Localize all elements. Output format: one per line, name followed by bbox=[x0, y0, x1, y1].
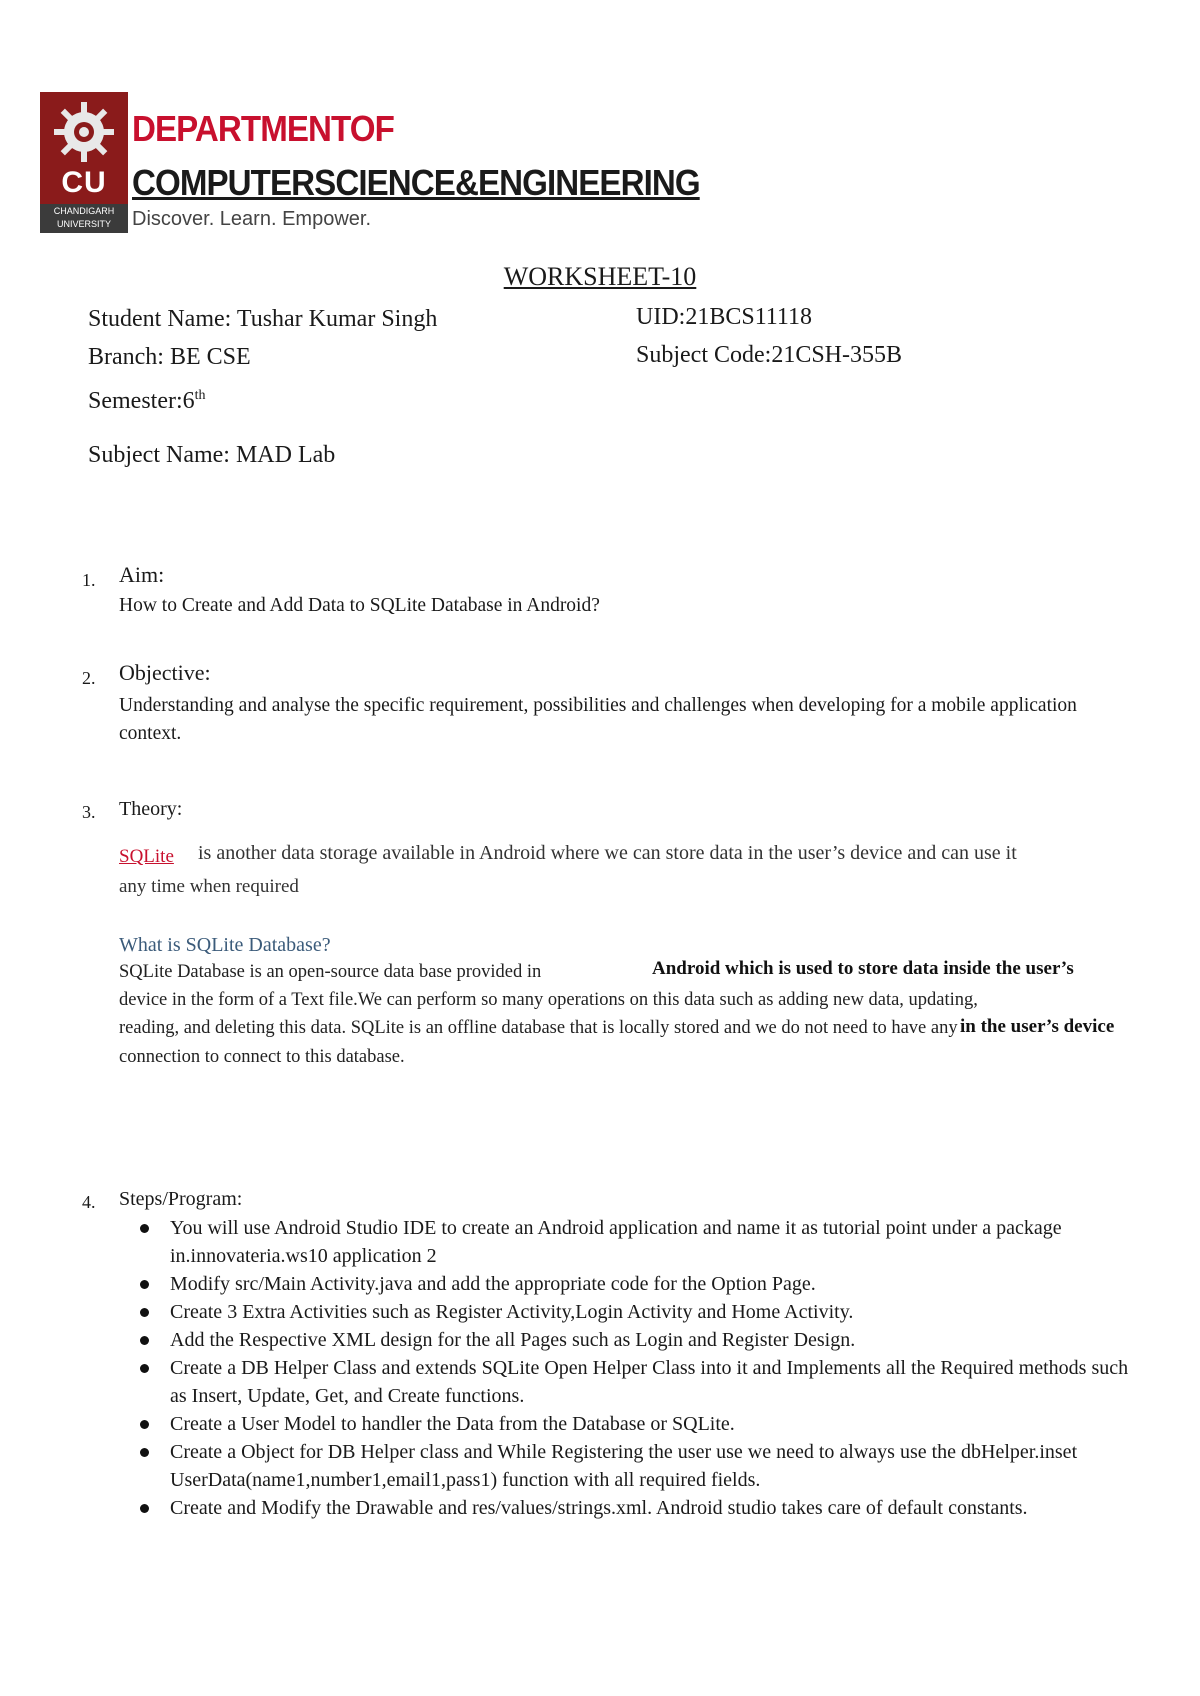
list-item bbox=[140, 1214, 1140, 1270]
aim-text: How to Create and Add Data to SQLite Database in Android? bbox=[119, 595, 600, 616]
logo-cu-text: CU bbox=[61, 166, 107, 199]
logo-university-text: CHANDIGARH UNIVERSITY bbox=[40, 204, 128, 233]
step-text: Create 3 Extra Activities such as Register Activity,Login Activity and Home Activity. bbox=[170, 1301, 854, 1323]
list-item bbox=[140, 1438, 1140, 1494]
bullet-icon bbox=[140, 1448, 149, 1457]
department-title-line1: DEPARTMENTOF bbox=[132, 108, 394, 149]
worksheet-title-text: WORKSHEET-10 bbox=[503, 262, 697, 291]
section-number-objective: 2. bbox=[82, 668, 96, 688]
sqlite-link[interactable]: SQLite bbox=[119, 846, 174, 867]
department-title-line2: COMPUTERSCIENCE&ENGINEERING bbox=[132, 162, 700, 203]
worksheet-title bbox=[0, 262, 1200, 292]
section-number-steps: 4. bbox=[82, 1192, 96, 1212]
step-text: Modify src/Main Activity.java and add the appropriate code for the Option Page. bbox=[170, 1273, 816, 1295]
student-name: Student Name: Tushar Kumar Singh bbox=[88, 306, 438, 332]
semester-label: Semester:6 bbox=[88, 388, 195, 414]
subject-code: Subject Code:21CSH-355B bbox=[636, 342, 903, 368]
step-text: You will use Android Studio IDE to create an Android application and name it as tutorial point under a package in.innovateria.ws10 application 2 bbox=[170, 1217, 1062, 1267]
sqlite-description-bold: Android which is used to store data inside the user’s bbox=[652, 958, 1074, 979]
bullet-icon bbox=[140, 1364, 149, 1373]
steps-list bbox=[140, 1214, 1140, 1522]
theory-subheading: What is SQLite Database? bbox=[119, 934, 331, 956]
section-number-theory: 3. bbox=[82, 802, 96, 822]
step-text: Create and Modify the Drawable and res/values/strings.xml. Android studio takes care of default constants. bbox=[170, 1497, 1028, 1519]
section-heading-steps: Steps/Program: bbox=[119, 1188, 243, 1210]
bullet-icon bbox=[140, 1336, 149, 1345]
list-item bbox=[140, 1270, 1140, 1298]
theory-paragraph-line1: is another data storage available in Android where we can store data in the user’s device and can use it bbox=[198, 842, 1017, 864]
step-text: Create a Object for DB Helper class and While Registering the user use we need to always use the dbHelper.inset UserData(name1,number1,email1,pass1) function with all required fields. bbox=[170, 1441, 1078, 1491]
list-item bbox=[140, 1410, 1140, 1438]
sqlite-description-line4: connection to connect to this database. bbox=[119, 1047, 405, 1067]
step-text: Create a User Model to handler the Data from the Database or SQLite. bbox=[170, 1413, 735, 1435]
bullet-icon bbox=[140, 1280, 149, 1289]
bullet-icon bbox=[140, 1504, 149, 1513]
step-text: Create a DB Helper Class and extends SQLite Open Helper Class into it and Implements all the Required methods such as Insert, Update, Get, and Create functions. bbox=[170, 1357, 1129, 1407]
student-uid: UID:21BCS11118 bbox=[636, 304, 813, 330]
list-item bbox=[140, 1298, 1140, 1326]
sqlite-description-bold2: in the user’s device bbox=[960, 1016, 1115, 1037]
list-item bbox=[140, 1494, 1140, 1522]
gear-emblem-icon bbox=[50, 98, 118, 166]
bullet-icon bbox=[140, 1420, 149, 1429]
semester bbox=[88, 388, 206, 415]
semester-suffix: th bbox=[194, 388, 206, 403]
sqlite-description-line2: device in the form of a Text file.We can perform so many operations on this data such as adding new data, updating, bbox=[119, 990, 978, 1010]
section-heading-aim: Aim: bbox=[119, 562, 165, 587]
bullet-icon bbox=[140, 1224, 149, 1233]
tagline: Discover. Learn. Empower. bbox=[132, 208, 371, 230]
subject-name: Subject Name: MAD Lab bbox=[88, 442, 336, 468]
objective-text: Understanding and analyse the specific requirement, possibilities and challenges when developing for a mobile application context. bbox=[119, 695, 1077, 744]
bullet-icon bbox=[140, 1308, 149, 1317]
section-heading-theory: Theory: bbox=[119, 798, 183, 820]
university-logo bbox=[40, 92, 128, 232]
sqlite-description-line3: reading, and deleting this data. SQLite is an offline database that is locally stored and we do not need to have any bbox=[119, 1018, 958, 1038]
theory-paragraph-line2: any time when required bbox=[119, 876, 299, 897]
section-number-aim: 1. bbox=[82, 570, 96, 590]
list-item bbox=[140, 1354, 1140, 1410]
list-item bbox=[140, 1326, 1140, 1354]
sqlite-description-line1: SQLite Database is an open-source data base provided in bbox=[119, 962, 542, 982]
section-heading-objective: Objective: bbox=[119, 660, 211, 685]
step-text: Add the Respective XML design for the all Pages such as Login and Register Design. bbox=[170, 1329, 856, 1351]
student-branch: Branch: BE CSE bbox=[88, 344, 251, 370]
